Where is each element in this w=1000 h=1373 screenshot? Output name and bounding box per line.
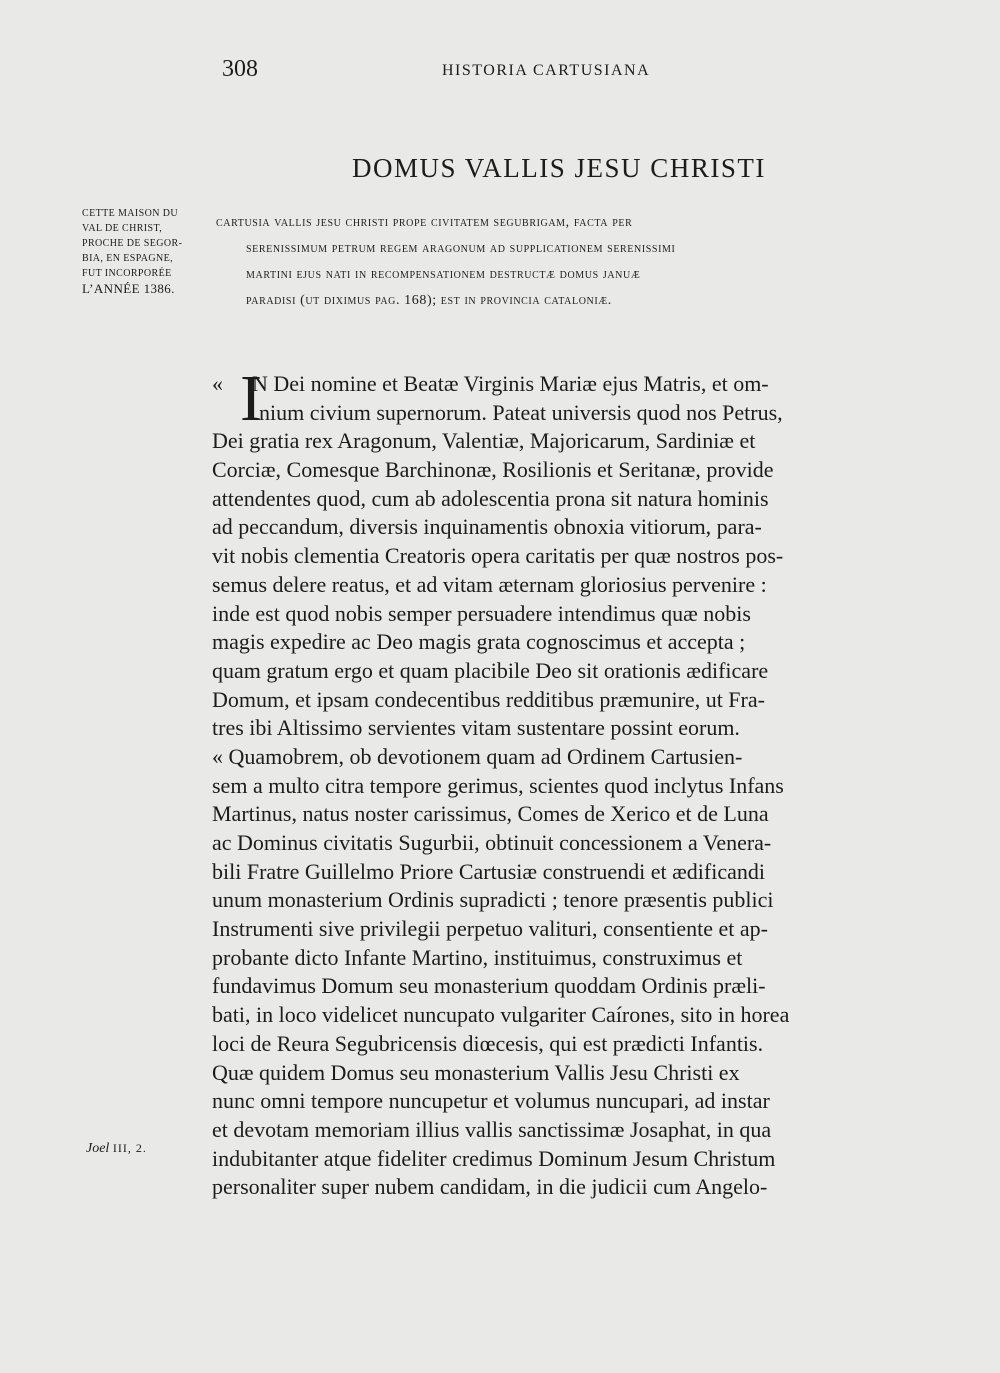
body-line-text: N Dei nomine et Beatæ Virginis Mariæ ejus Matris, et om- (252, 371, 769, 396)
body-line-1 (212, 370, 888, 399)
margin-note-line: L’ANNÉE 1386. (82, 281, 175, 296)
body-line: nium civium supernorum. Pateat universis quod nos Petrus, (259, 399, 783, 425)
body-line: inde est quod nobis semper persuadere intendimus quæ nobis (212, 600, 751, 626)
margin-note-line: CETTE MAISON DU (82, 208, 178, 219)
margin-note-bottom (86, 1141, 147, 1157)
body-line: vit nobis clementia Creatoris opera caritatis per quæ nostros pos- (212, 543, 784, 569)
body-line: Corciæ, Comesque Barchinonæ, Rosilionis et Seritanæ, provide (212, 457, 774, 483)
summary-line: martini ejus nati in recompensationem destructæ domus januæ (246, 267, 641, 282)
summary-line: cartusia vallis jesu christi prope civitatem segubrigam, facta per (216, 215, 633, 230)
body-line: quam gratum ergo et quam placibile Deo sit orationis ædificare (212, 657, 769, 683)
scripture-reference: III, 2. (112, 1141, 147, 1155)
page-number: 308 (222, 56, 258, 82)
scripture-book: Joel (86, 1141, 110, 1156)
summary-line: serenissimum petrum regem aragonum ad supplicationem serenissimi (246, 241, 676, 256)
margin-note-line: FUT INCORPORÉE (82, 268, 172, 279)
body-line: indubitanter atque fideliter credimus Dominum Jesum Christum (212, 1145, 776, 1171)
body-line: loci de Reura Segubricensis diœcesis, qui est prædicti Infantis. (212, 1030, 764, 1056)
body-line: Quæ quidem Domus seu monasterium Vallis Jesu Christi ex (212, 1059, 740, 1085)
margin-note-line: PROCHE DE SEGOR- (82, 238, 183, 249)
body-line: et devotam memoriam illius vallis sanctissimæ Josaphat, in qua (212, 1116, 772, 1142)
margin-note-line: VAL DE CHRIST, (82, 223, 163, 234)
body-line: ad peccandum, diversis inquinamentis obnoxia vitiorum, para- (212, 514, 762, 540)
body-line: tres ibi Altissimo servientes vitam sustentare possint eorum. (212, 715, 740, 741)
body-line: probante dicto Infante Martino, instituimus, construximus et (212, 944, 743, 970)
body-line: magis expedire ac Deo magis grata cognoscimus et accepta ; (212, 629, 746, 655)
chapter-summary (216, 210, 894, 314)
body-line: bati, in loco videlicet nuncupato vulgariter Caírones, sito in horea (212, 1002, 790, 1028)
body-line: « Quamobrem, ob devotionem quam ad Ordinem Cartusien- (212, 743, 743, 769)
body-line: Domum, et ipsam condecentibus redditibus præmunire, ut Fra- (212, 686, 765, 712)
body-line: unum monasterium Ordinis supradicti ; tenore præsentis publici (212, 887, 774, 913)
body-line: personaliter super nubem candidam, in die judicii cum Angelo- (212, 1174, 768, 1200)
opening-quote: « (212, 371, 223, 396)
margin-note-top (82, 206, 210, 296)
body-line: Instrumenti sive privilegii perpetuo valituri, consentiente et ap- (212, 916, 768, 942)
margin-note-line: BIA, EN ESPAGNE, (82, 253, 174, 264)
body-line: Martinus, natus noster carissimus, Comes de Xerico et de Luna (212, 801, 769, 827)
body-text (212, 362, 888, 1202)
summary-line: paradisi (ut diximus pag. 168); est in provincia cataloniæ. (246, 293, 612, 308)
running-head (222, 56, 886, 90)
body-line: ac Dominus civitatis Sugurbii, obtinuit concessionem a Venera- (212, 830, 772, 855)
body-line: sem a multo citra tempore gerimus, scientes quod inclytus Infans (212, 772, 784, 798)
running-title: HISTORIA CARTUSIANA (442, 62, 651, 79)
section-title: DOMUS VALLIS JESU CHRISTI (352, 153, 766, 183)
body-line: fundavimus Domum seu monasterium quoddam Ordinis præli- (212, 973, 766, 999)
body-line: nunc omni tempore nuncupetur et volumus nuncupari, ad instar (212, 1088, 770, 1114)
drop-cap: I (240, 362, 262, 435)
body-line: semus delere reatus, et ad vitam æternam gloriosius pervenire : (212, 571, 767, 597)
body-line: attendentes quod, cum ab adolescentia prona sit natura hominis (212, 485, 769, 511)
body-line: bili Fratre Guillelmo Priore Cartusiæ construendi et ædificandi (212, 858, 765, 884)
body-line: Dei gratia rex Aragonum, Valentiæ, Majoricarum, Sardiniæ et (212, 428, 756, 454)
